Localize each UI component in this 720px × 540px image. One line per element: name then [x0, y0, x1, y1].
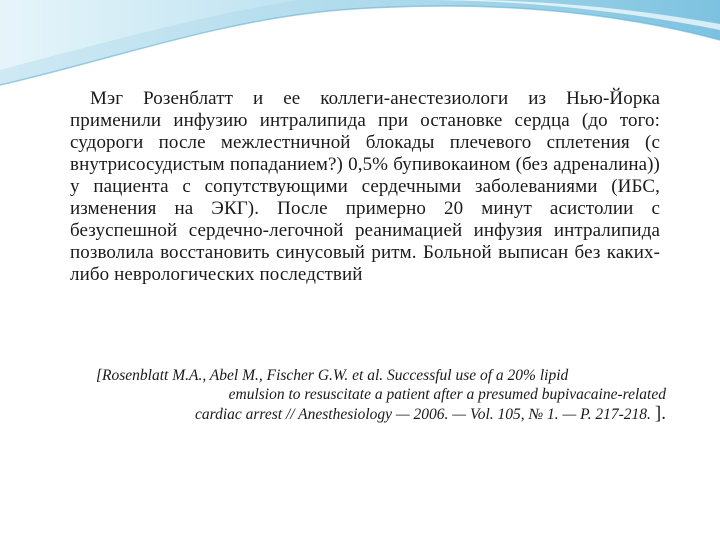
reference-citation — [96, 366, 666, 424]
reference-line-3: cardiac arrest // Anesthesiology — 2006. — Vol. 105, № 1. — P. 217-218. — [194, 406, 651, 423]
reference-closing-bracket: ]. — [654, 403, 666, 424]
reference-line-2: emulsion to resuscitate a patient after a presumed bupivacaine-related — [228, 386, 666, 403]
slide-body-text: Мэг Розенблатт и ее коллеги-анестезиологи из Нью-Йорка применили инфузию интралипида при остановке сердца (до того: судороги после межлестничной блокады плечевого сплетения (с внутрисосудистым попаданием?) 0,5% бупивокаином (без адреналина)) у пациента с сопутствующими сердечными заболеваниями (ИБС, изменения на ЭКГ). После примерно 20 минут асистолии с безуспешной сердечно-легочной реанимацией инфузия интралипида позволила восстановить синусовый ритм. Больной выписан без каких-либо неврологических последствий — [70, 88, 660, 285]
reference-line-1: [Rosenblatt M.A., Abel M., Fischer G.W. et al. Successful use of a 20% lipid — [96, 367, 569, 384]
